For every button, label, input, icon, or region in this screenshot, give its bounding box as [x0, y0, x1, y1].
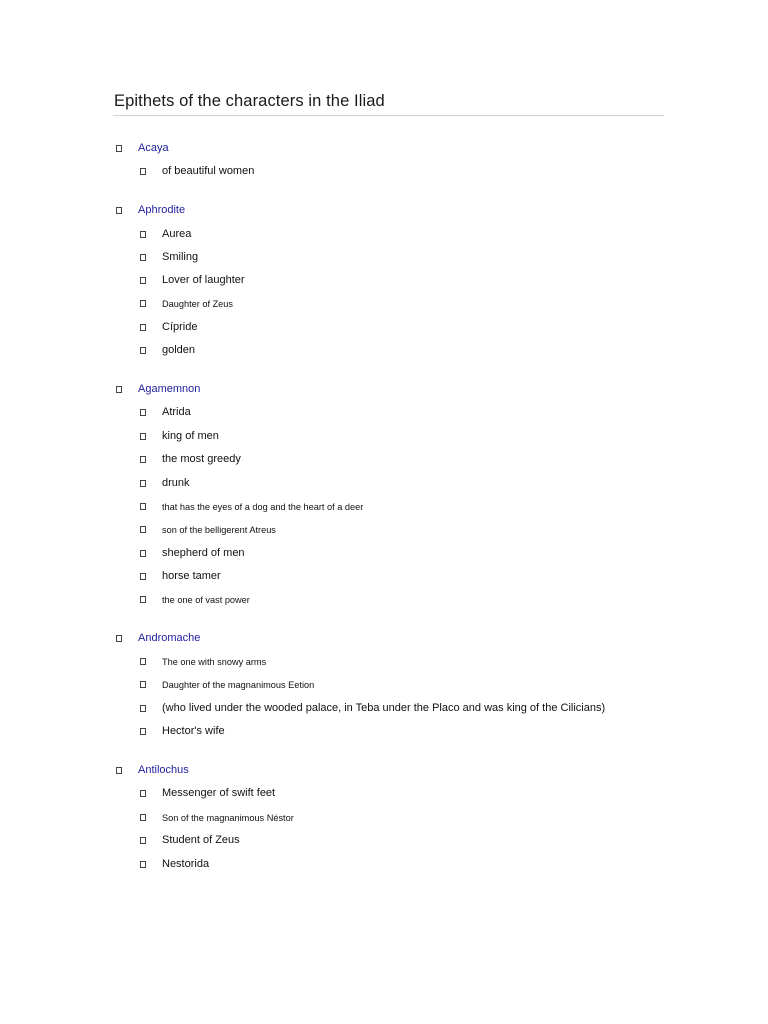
epithet-text: Nestorida [162, 858, 210, 870]
bullet-icon [140, 409, 146, 416]
epithet-text: son of the belligerent Atreus [162, 525, 276, 535]
epithet-text: Student of Zeus [162, 834, 240, 846]
bullet-icon [140, 705, 146, 712]
bullet-icon [140, 573, 146, 580]
page-title: Epithets of the characters in the Iliad [114, 92, 385, 110]
epithet-text: drunk [162, 477, 190, 489]
epithet-text: golden [162, 344, 196, 356]
bullet-icon [140, 681, 146, 688]
bullet-icon [140, 456, 146, 463]
bullet-icon [140, 658, 146, 665]
epithet-text: Daughter of Zeus [162, 299, 233, 309]
bullet-icon [140, 503, 146, 510]
epithet-text: Lover of laughter [162, 274, 245, 286]
bullet-icon [140, 861, 146, 868]
epithet-text: king of men [162, 430, 219, 442]
character-name: Antilochus [138, 764, 189, 776]
epithet-text: Daughter of the magnanimous Eetion [162, 680, 315, 690]
bullet-icon [116, 767, 122, 774]
bullet-icon [140, 814, 146, 821]
bullet-icon [140, 324, 146, 331]
epithet-text: shepherd of men [162, 547, 245, 559]
bullet-icon [140, 347, 146, 354]
epithet-text: Messenger of swift feet [162, 787, 276, 799]
bullet-icon [140, 433, 146, 440]
bullet-icon [140, 300, 146, 307]
bullet-icon [140, 254, 146, 261]
character-name: Andromache [138, 632, 201, 644]
bullet-icon [140, 480, 146, 487]
epithet-text: Son of the magnanimous Néstor [162, 813, 294, 823]
bullet-icon [140, 837, 146, 844]
character-name: Aphrodite [138, 204, 186, 216]
epithet-text: Hector's wife [162, 725, 225, 737]
bullet-icon [140, 526, 146, 533]
bullet-icon [116, 386, 122, 393]
bullet-icon [140, 728, 146, 735]
bullet-icon [140, 231, 146, 238]
character-name: Agamemnon [138, 383, 201, 395]
epithet-text: Smiling [162, 251, 199, 263]
epithet-text: the one of vast power [162, 595, 250, 605]
bullet-icon [140, 596, 146, 603]
title-divider [113, 115, 664, 116]
bullet-icon [116, 635, 122, 642]
epithet-text: Cípride [162, 321, 198, 333]
epithet-text: of beautiful women [162, 165, 255, 177]
epithet-text: Atrida [162, 406, 191, 418]
bullet-icon [140, 277, 146, 284]
bullet-icon [140, 550, 146, 557]
bullet-icon [116, 145, 122, 152]
bullet-icon [116, 207, 122, 214]
epithet-text: horse tamer [162, 570, 221, 582]
character-name: Acaya [138, 142, 169, 154]
epithet-text: (who lived under the wooded palace, in Teba under the Placo and was king of the Cilicians) [162, 702, 606, 714]
epithet-text: that has the eyes of a dog and the heart of a deer [162, 502, 364, 512]
epithet-text: Aurea [162, 228, 192, 240]
bullet-icon [140, 790, 146, 797]
bullet-icon [140, 168, 146, 175]
epithet-text: the most greedy [162, 453, 241, 465]
epithet-text: The one with snowy arms [162, 657, 267, 667]
